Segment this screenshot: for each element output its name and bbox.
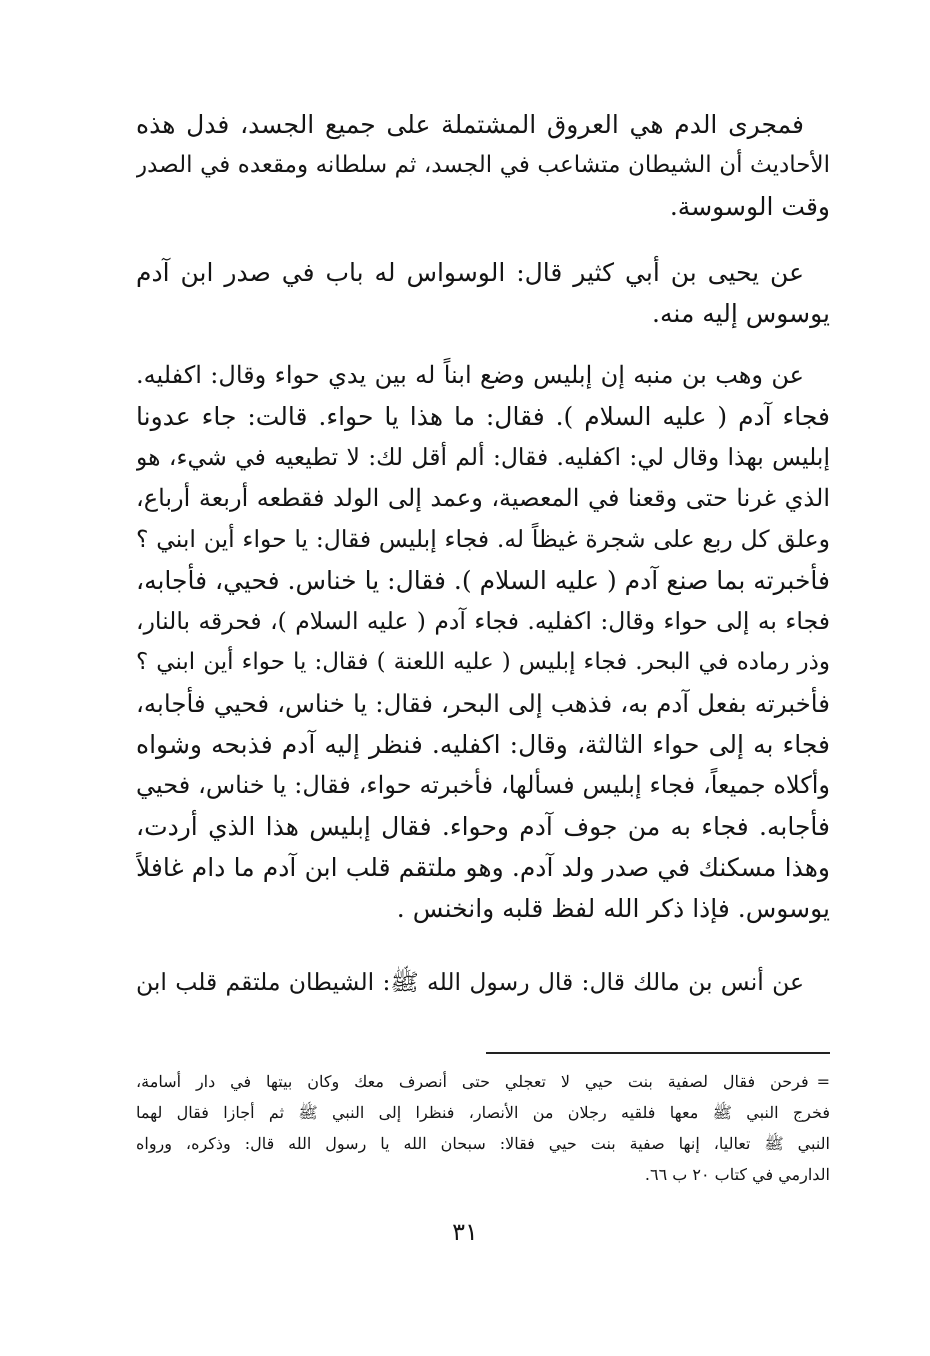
text-line: وأكلاه جميعاً، فجاء إبليس فسألها، فأخبرته حواء، فقال: يا خناس، فحيي [136, 771, 830, 799]
footnote-line: فخرج النبي ﷺ معها فلقيه رجلان من الأنصار، فنظرا إلى النبي ﷺ ثم أجازا فقال لهما [136, 1103, 830, 1122]
footnote [136, 1066, 830, 1190]
footnote-line: الدارمي في كتاب ٢٠ ب ٦٦. [644, 1165, 830, 1184]
text-line: يوسوس. فإذا ذكر الله لفظ قلبه وانخنس . [396, 894, 830, 923]
text-line: فأجابه. فجاء به من جوف آدم وحواء. فقال إبليس هذا الذي أردت، [136, 812, 830, 841]
footnote-line: النبي ﷺ تعاليا، إنها صفية بنت حيي فقالا: سبحان الله يا رسول الله قال: وذكره، ورواه [136, 1134, 830, 1153]
text-line: فجاء آدم ( عليه السلام ). فقال: ما هذا يا حواء. قالت: جاء عدونا [136, 402, 830, 431]
text-line: إبليس بهذا وقال لي: اكفليه. فقال: ألم أقل لك: لا تطيعيه في شيء، هو [136, 443, 830, 471]
text-line: عن أنس بن مالك قال: قال رسول الله ﷺ: الشيطان ملتقم قلب ابن [136, 968, 804, 996]
text-line: عن يحيى بن أبي كثير قال: الوسواس له باب في صدر ابن آدم [136, 258, 804, 287]
text-line: فجاء به إلى حواء وقال: اكفليه. فجاء آدم ( عليه السلام )، فحرقه بالنار، [136, 607, 830, 635]
text-line: وهذا مسكنك في صدر ولد آدم. وهو ملتقم قلب ابن آدم ما دام غافلاً [136, 853, 830, 882]
text-line: الأحاديث أن الشيطان متشاعب في الجسد، ثم سلطانه ومقعده في الصدر [136, 152, 830, 178]
text-line: الذي غرنا حتى وقعنا في المعصية، وعمد إلى الولد فقطعه أربعة أرباع، [136, 484, 830, 512]
text-line: فمجرى الدم هي العروق المشتملة على جميع الجسد، فدل هذه [136, 110, 804, 139]
text-line: عن وهب بن منبه إن إبليس وضع ابناً له بين يدي حواء وقال: اكفليه. [136, 361, 804, 389]
page-number: ٣١ [452, 1218, 478, 1246]
paragraph-2 [136, 252, 830, 334]
text-line: فجاء به إلى حواء الثالثة، وقال: اكفليه. فنظر إليه آدم فذبحه وشواه [136, 730, 830, 759]
text-line: وعلق كل ربع على شجرة غيظاً له. فجاء إبليس فقال: يا حواء أين ابني ؟ [136, 525, 830, 553]
footnote-separator [486, 1052, 830, 1054]
text-line: يوسوس إليه منه. [652, 299, 830, 328]
paragraph-1 [136, 104, 830, 227]
text-line: وقت الوسوسة. [669, 192, 830, 221]
footnote-line [136, 1066, 830, 1097]
text-line: وذر رماده في البحر. فجاء إبليس ( عليه اللعنة ) فقال: يا حواء أين ابني ؟ [136, 649, 830, 675]
paragraph-3 [136, 355, 830, 929]
paragraph-4 [136, 962, 830, 1003]
text-line: فأخبرته بفعل آدم به، فذهب إلى البحر، فقال: يا خناس، فحيي فأجابه، [136, 689, 830, 718]
footnote-text: فرحن فقال لصفية بنت حيي لا تعجلي حتى أنصرف معك وكان بيتها في دار أسامة، [136, 1072, 809, 1091]
text-line: فأخبرته بما صنع آدم ( عليه السلام ). فقال: يا خناس. فحيي، فأجابه، [136, 566, 830, 595]
footnote-marker: = [816, 1072, 830, 1091]
